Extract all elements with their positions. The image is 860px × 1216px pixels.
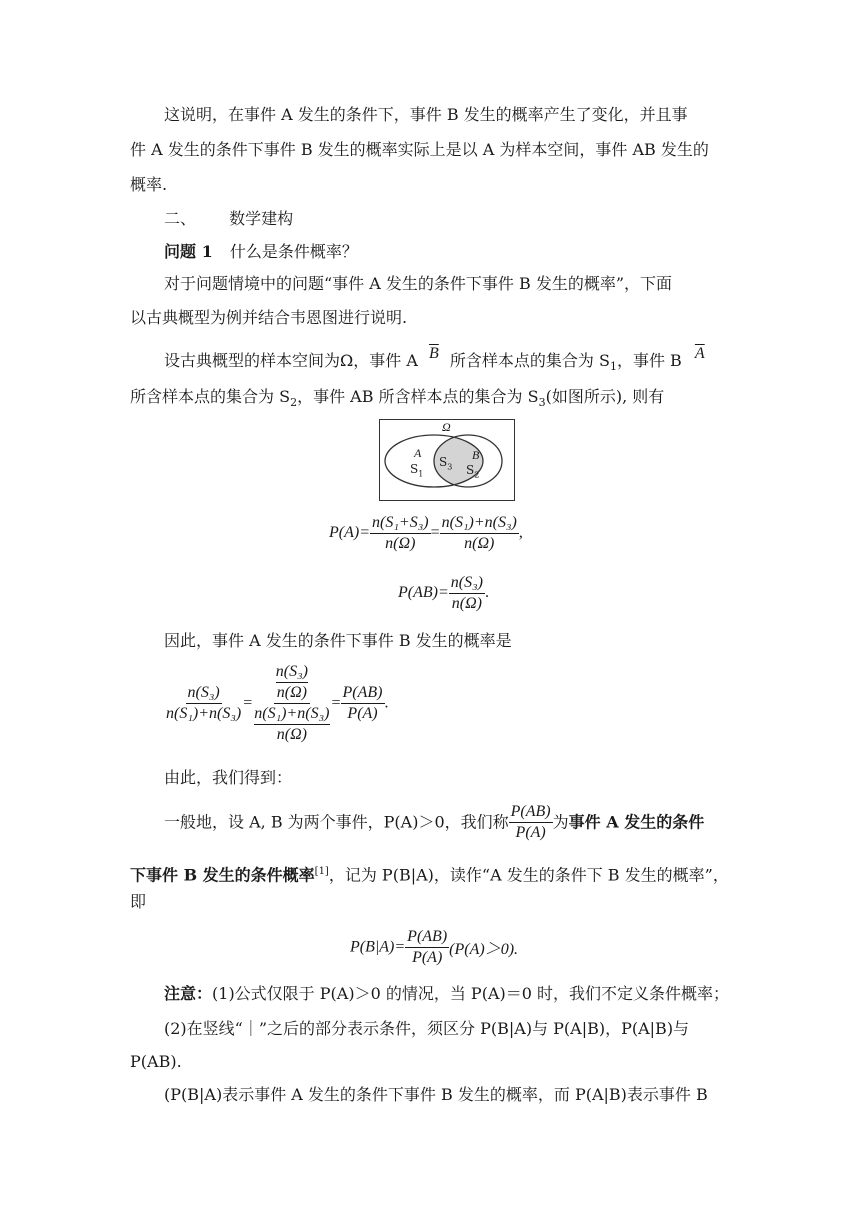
fraction: $\frac{P(AB)}{P(A)}$ [342,684,383,722]
equation-pa: P(A)= $\frac{\text{n(S₁+S₃)}}{n(\Omega)}$ = $\frac{\text{n(S₁)+n(S₃)}}{n(\Omega)}$ , [329,514,523,552]
footnote-ref: [1] [314,866,329,877]
paragraph-line: 因此，事件 A 发生的条件下事件 B 发生的概率是 [164,631,512,650]
note-label: 注意： [164,984,213,1003]
fraction: $\frac{\text{n(S₃)}}{\text{n(S₁)+n(S₃)}}$ [166,684,242,722]
question-text: 什么是条件概率？ [229,242,358,261]
fraction: $\frac{P(AB)}{P(A)}$ [510,803,551,841]
paragraph-line: 设古典概型的样本空间为Ω，事件 A $\overline{B}$ 所含样本点的集合为 $S_1$，事件 B $\overline{A}$ [164,345,705,374]
note-line: (2)在竖线“｜”之后的部分表示条件，须区分 P(B|A)与 P(A|B)，P(A|B)与 [164,1019,690,1038]
question-label: 问题 1 [164,242,213,261]
paragraph-line: 由此，我们得到： [164,768,293,787]
set-a-label: A [414,446,422,460]
paragraph-line: 所含样本点的集合为 $S_2$，事件 AB 所含样本点的集合为 $S_3$(如图所示), 则有 [130,387,665,410]
omega-label: Ω [442,420,451,434]
section-heading [164,208,293,230]
overline-symbol: $\overline{A}$ [694,345,705,362]
definition-line: 下事件 B 发生的条件概率[1]，记为 P(B|A)，读作“A 发生的条件下 B 发生的概率”， [130,865,729,885]
question-heading [164,241,358,263]
definition-term: 事件 A 发生的条件 [568,812,705,832]
fraction: $\frac{\text{n(S₁)+n(S₃)}}{n(\Omega)}$ [441,514,517,552]
definition-line: 一般地，设 A, B 为两个事件，P(A)＞0，我们称 $\frac{P(AB)}{P(A)}$ 为事件 A 发生的条件 [164,803,705,841]
note-line: 注意：(1)公式仅限于 P(A)＞0 的情况，当 P(A)＝0 时，我们不定义条件概率； [164,984,729,1003]
s3-label: $S_3$ [439,455,453,472]
s2-label: $S_2$ [466,463,480,480]
paragraph-line: 对于问题情境中的问题“事件 A 发生的条件下事件 B 发生的概率”，下面 [164,274,673,293]
paragraph-line: 件 A 发生的条件下事件 B 发生的概率实际上是以 A 为样本空间，事件 AB 发生的 [130,140,709,159]
paragraph-line: 以古典概型为例并结合韦恩图进行说明. [130,308,408,327]
section-number: 二、 [164,209,197,228]
section-title: 数学建构 [229,209,294,228]
equation-conditional-probability: P(B|A)= $\frac{P(AB)}{P(A)}$ (P(A)＞0). [350,928,519,966]
fraction: $\frac{P(AB)}{P(A)}$ [407,928,448,966]
paragraph-line: (P(B|A)表示事件 A 发生的条件下事件 B 发生的概率，而 P(A|B)表示事件 B [164,1085,708,1104]
paragraph-line: 概率. [130,175,168,194]
paragraph-line: 这说明，在事件 A 发生的条件下，事件 B 发生的概率产生了变化，并且事 [164,105,688,124]
fraction: $\frac{\text{n(S₁+S₃)}}{n(\Omega)}$ [372,514,429,552]
venn-diagram [379,419,515,501]
note-line: P(AB). [130,1052,182,1071]
equation-conditional-derivation: $\frac{\text{n(S₃)}}{\text{n(S₁)+n(S₃)}}$ = n(S₃) n(Ω) n(S₁)+n(S₃) n(Ω) = $\frac{P(AB)}{P(A)}$ . [166,663,389,743]
paragraph-line: 即 [130,892,147,911]
equation-pab: P(AB)= $\frac{\text{n(S₃)}}{n(\Omega)}$ . [398,574,489,612]
s1-label: $S_1$ [410,462,424,479]
definition-term: 下事件 B 发生的条件概率 [130,865,315,885]
fraction: $\frac{\text{n(S₃)}}{n(\Omega)}$ [450,574,483,612]
set-b-label: B [472,448,480,462]
compound-fraction: n(S₃) n(Ω) n(S₁)+n(S₃) n(Ω) [254,663,330,743]
overline-symbol: $\overline{B}$ [429,345,439,362]
